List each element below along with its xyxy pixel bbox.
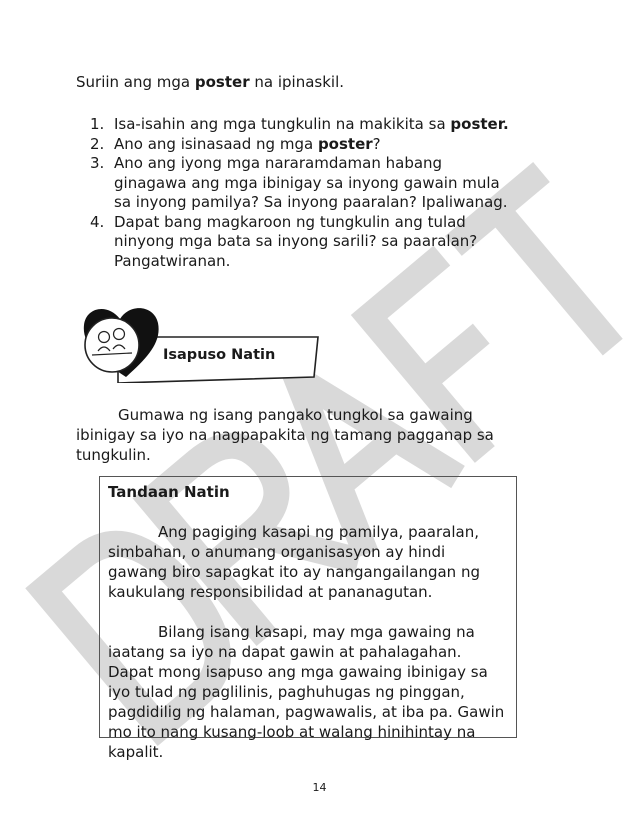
- question-item: 4. Dapat bang magkaroon ng tungkulin ang tulad ninyong mga bata sa inyong sarili? sa paaralan? Pangatwiranan.: [90, 212, 478, 270]
- reminder-box: [99, 476, 517, 761]
- intro-bold-term: poster: [194, 73, 250, 91]
- reminder-title: Tandaan Natin: [108, 483, 230, 501]
- page-number: 14: [312, 781, 327, 794]
- question-item: 1. Isa-isahin ang mga tungkulin na makikita sa poster.: [90, 115, 509, 133]
- reminder-paragraph: Ang pagiging kasapi ng pamilya, paaralan, simbahan, o anumang organisasyon ay hindi gawang biro sapagkat ito ay nangangailangan ng kaukulang responsibilidad at pananagutan.: [108, 523, 480, 601]
- activity-instruction: Gumawa ng isang pangako tungkol sa gawaing ibinigay sa iyo na nagpapakita ng tamang pagganap sa tungkulin.: [76, 406, 494, 464]
- section-banner: [78, 303, 323, 383]
- question-item: 2. Ano ang isinasaad ng mga poster?: [90, 134, 381, 153]
- section-title: Isapuso Natin: [163, 347, 276, 363]
- reminder-paragraph: Bilang isang kasapi, may mga gawaing na iaatang sa iyo na dapat gawin at pahalagahan. Dapat mong isapuso ang mga gawaing ibinigay sa iyo tulad ng paglilinis, paghuhugas ng pinggan, pagdidilig ng halaman, pagwawalis, at iba pa. Gawin mo ito nang kusang-loob at walang hinihintay na kapalit.: [108, 623, 505, 761]
- intro-instruction: Suriin ang mga poster na ipinaskil.: [76, 73, 345, 91]
- question-list: [90, 115, 510, 271]
- question-item: 3. Ano ang iyong mga nararamdaman habang ginagawa ang mga ibinigay sa inyong gawain mula sa inyong pamilya? Sa inyong paaralan? Ipaliwanag.: [90, 154, 508, 211]
